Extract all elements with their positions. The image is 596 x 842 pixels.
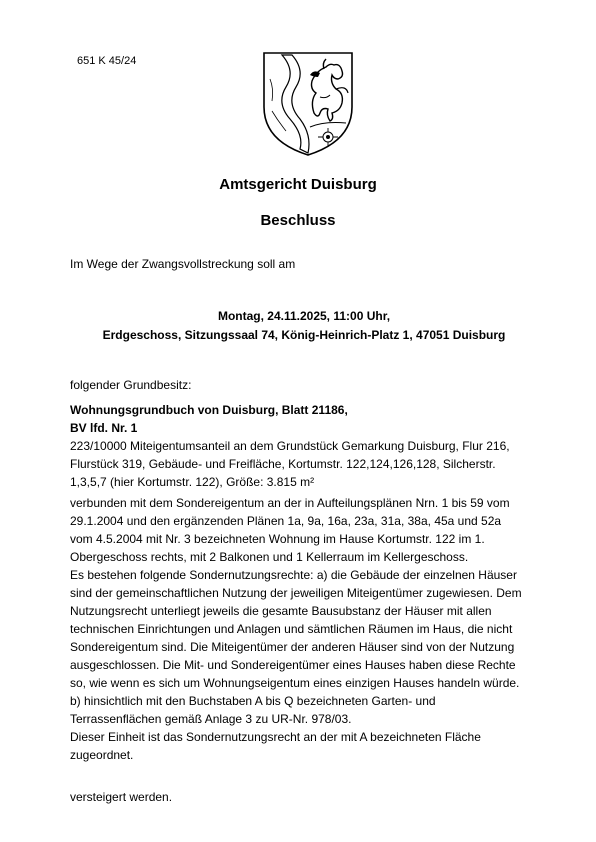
intro-text: Im Wege der Zwangsvollstreckung soll am: [70, 257, 296, 271]
closing-text: versteigert werden.: [70, 790, 173, 804]
body-line: b) hinsichtlich mit den Buchstaben A bis Q bezeichneten Garten- und: [70, 694, 436, 708]
body-line: 29.1.2004 und den ergänzenden Plänen 1a, 9a, 16a, 23a, 31a, 38a, 45a und 52a: [70, 514, 502, 528]
body-line: sind der gemeinschaftlichen Nutzung der jeweiligen Miteigentümer zugewiesen. Dem: [70, 586, 522, 600]
court-name: Amtsgericht Duisburg: [219, 176, 377, 193]
termin-date: Montag, 24.11.2025, 11:00 Uhr,: [217, 309, 391, 323]
body-line: verbunden mit dem Sondereigentum an der in Aufteilungsplänen Nrn. 1 bis 59 vom: [70, 496, 510, 510]
termin-location: Erdgeschoss, Sitzungssaal 74, König-Heinrich-Platz 1, 47051 Duisburg: [102, 328, 506, 342]
body-line: Terrassenflächen gemäß Anlage 3 zu UR-Nr. 978/03.: [70, 712, 352, 726]
body-line: so, wie wenn es sich um Wohnungseigentum eines einzigen Hauses handeln würde.: [70, 676, 520, 690]
body-line: Flurstück 319, Gebäude- und Freifläche, Kortumstr. 122,124,126,128, Silcherstr.: [70, 457, 496, 471]
document-title: Beschluss: [260, 212, 336, 229]
body-line: Sondereigentum sind. Die Miteigentümer der anderen Häuser sind von der Nutzung: [70, 640, 515, 654]
body-line: Dieser Einheit ist das Sondernutzungsrecht an der mit A bezeichneten Fläche: [70, 730, 481, 744]
body-line: 1,3,5,7 (hier Kortumstr. 122), Größe: 3.815 m²: [70, 475, 315, 489]
body-line: 223/10000 Miteigentumsanteil an dem Grundstück Gemarkung Duisburg, Flur 216,: [70, 439, 510, 453]
property-label: folgender Grundbesitz:: [70, 378, 192, 392]
aktenzeichen: 651 K 45/24: [77, 55, 137, 67]
body-line: Obergeschoss rechts, mit 2 Balkonen und 1 Kellerraum im Kellergeschoss.: [70, 550, 469, 564]
body-line: Nutzungsrecht unterliegt jeweils die gesamte Bausubstanz der Häuser mit allen: [70, 604, 492, 618]
body-line: vom 4.5.2004 mit Nr. 3 bezeichneten Wohnung im Hause Kortumstr. 122 im 1.: [70, 532, 485, 546]
body-line: Es bestehen folgende Sondernutzungsrechte: a) die Gebäude der einzelnen Häuser: [70, 568, 517, 582]
body-line: ausgeschlossen. Die Mit- und Sondereigentümer eines Hauses haben diese Rechte: [70, 658, 516, 672]
body-line: zugeordnet.: [70, 748, 134, 762]
body-line: technischen Einrichtungen und Anlagen und sämtlichen Räumen im Haus, die nicht: [70, 622, 513, 636]
nrw-coat-of-arms-icon: [260, 49, 356, 159]
grundbuch-heading: Wohnungsgrundbuch von Duisburg, Blatt 21186,: [70, 403, 348, 417]
bv-number: BV lfd. Nr. 1: [70, 421, 138, 435]
